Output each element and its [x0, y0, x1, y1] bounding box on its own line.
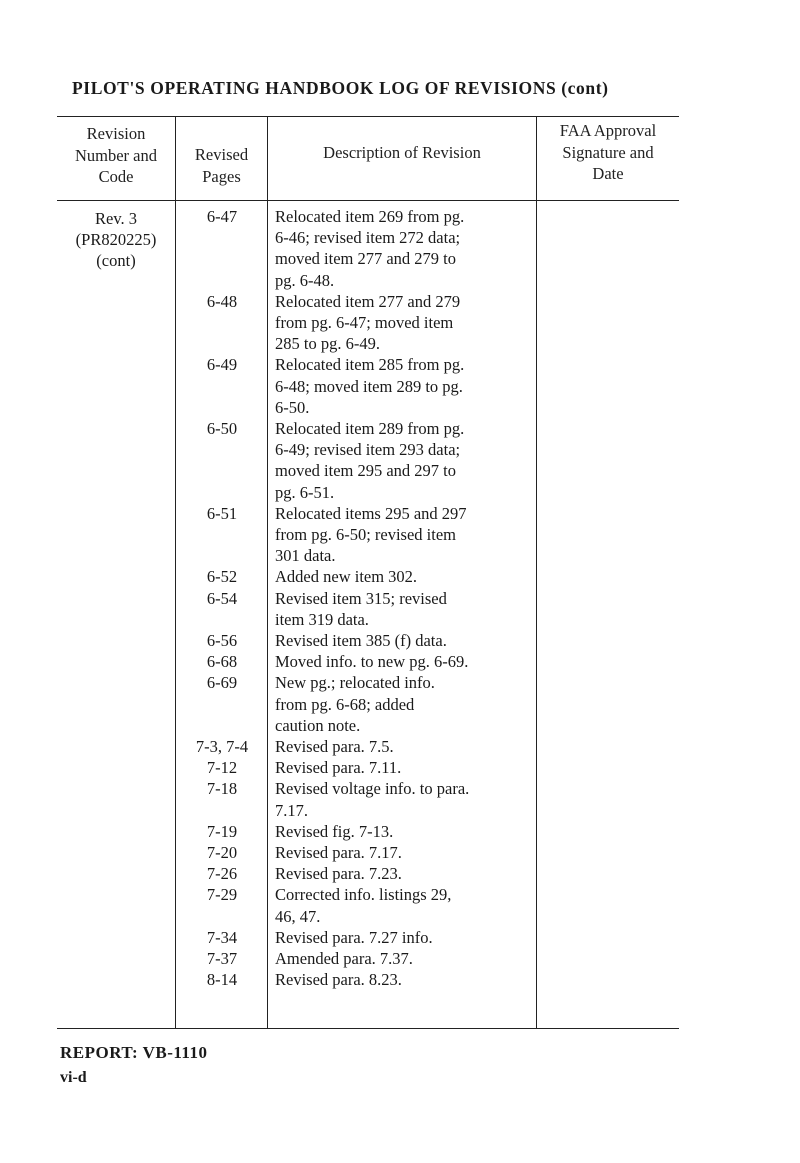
description-cell	[275, 503, 533, 567]
description-cell	[275, 651, 533, 672]
description-line: Revised para. 7.23.	[275, 864, 402, 884]
description-cell	[275, 821, 533, 842]
description-line: 6-46; revised item 272 data;	[275, 228, 461, 248]
description-cell	[275, 927, 533, 948]
revision-code: Rev. 3 (PR820225) (cont)	[75, 209, 157, 270]
description-cell	[275, 863, 533, 884]
header-description: Description of Revision	[323, 143, 481, 162]
description-line: Revised voltage info. to para.	[275, 779, 470, 799]
description-line: 6-48; moved item 289 to pg.	[275, 376, 463, 396]
description-line: Revised para. 7.27 info.	[275, 927, 433, 947]
description-line: Revised item 385 (f) data.	[275, 631, 447, 650]
description-cell	[275, 948, 533, 969]
revised-pages-cell: 6-47	[206, 207, 238, 226]
revised-pages-cell: 7-12	[206, 758, 238, 778]
report-number: REPORT: VB-1110	[60, 1043, 208, 1062]
description-line: Revised para. 8.23.	[275, 970, 402, 990]
revised-pages-cell: 6-52	[206, 567, 238, 587]
revised-pages-cell: 6-49	[206, 355, 238, 375]
description-line: moved item 295 and 297 to	[275, 461, 457, 481]
description-cell	[275, 630, 533, 651]
description-line: Revised para. 7.17.	[275, 843, 402, 862]
revised-pages-cell: 7-26	[206, 864, 238, 884]
revised-pages-cell: 6-68	[206, 652, 238, 672]
description-cell	[275, 588, 533, 630]
description-cell	[275, 672, 533, 736]
header-revision-number: Revision Number and Code	[74, 124, 158, 186]
description-line: item 319 data.	[275, 609, 369, 629]
page-number: vi-d	[60, 1069, 87, 1086]
revised-pages-cell: 6-69	[206, 673, 238, 693]
revised-pages-cell: 7-19	[206, 821, 238, 841]
description-line: 7.17.	[275, 800, 308, 820]
description-line: 301 data.	[275, 546, 336, 566]
table-header-rule	[57, 200, 679, 201]
description-cell	[275, 884, 533, 926]
description-line: from pg. 6-47; moved item	[275, 313, 454, 332]
description-line: Relocated items 295 and 297	[275, 503, 467, 523]
description-line: 6-49; revised item 293 data;	[275, 440, 461, 460]
revised-pages-cell: 7-34	[206, 927, 238, 947]
description-cell	[275, 969, 533, 990]
description-line: Relocated item 285 from pg.	[275, 355, 465, 375]
revised-pages-cell: 6-50	[206, 419, 238, 438]
revised-pages-cell: 6-54	[206, 588, 238, 608]
description-line: from pg. 6-68; added	[275, 694, 415, 714]
description-line: Corrected info. listings 29,	[275, 885, 452, 905]
description-cell	[275, 418, 533, 503]
description-line: moved item 277 and 279 to	[275, 249, 457, 269]
description-line: Added new item 302.	[275, 567, 418, 587]
description-line: Moved info. to new pg. 6-69.	[275, 652, 469, 672]
revised-pages-cell: 6-51	[206, 503, 238, 523]
revised-pages-cell: 7-18	[206, 779, 238, 799]
table-bottom-rule	[57, 1028, 679, 1029]
description-line: pg. 6-48.	[275, 270, 335, 290]
description-line: 6-50.	[275, 397, 310, 417]
description-line: 46, 47.	[275, 906, 321, 926]
description-cell	[275, 206, 533, 291]
description-line: caution note.	[275, 715, 361, 735]
description-cell	[275, 757, 533, 778]
description-line: Relocated item 277 and 279	[275, 291, 461, 311]
description-cell	[275, 354, 533, 418]
revised-pages-cell: 7-29	[206, 885, 238, 905]
table-top-rule	[57, 116, 679, 117]
description-line: Relocated item 289 from pg.	[275, 419, 465, 438]
revised-pages-cell: 6-48	[206, 291, 238, 311]
revised-pages-cell: 7-3, 7-4	[195, 737, 249, 756]
description-line: Relocated item 269 from pg.	[275, 207, 465, 226]
revised-pages-cell: 7-37	[206, 949, 238, 968]
description-cell	[275, 842, 533, 863]
description-cell	[275, 566, 533, 587]
description-cell	[275, 736, 533, 757]
description-line: from pg. 6-50; revised item	[275, 525, 457, 544]
revised-pages-cell: 7-20	[206, 843, 238, 862]
description-line: Revised para. 7.5.	[275, 737, 394, 756]
description-line: Revised fig. 7-13.	[275, 821, 394, 841]
description-cell	[275, 778, 533, 820]
header-faa-approval: FAA Approval Signature and Date	[559, 121, 657, 183]
description-cell	[275, 291, 533, 355]
revised-pages-cell: 8-14	[206, 970, 238, 990]
description-line: pg. 6-51.	[275, 482, 335, 502]
header-revised-pages: Revised Pages	[194, 145, 249, 186]
description-line: Amended para. 7.37.	[275, 949, 413, 968]
description-line: 285 to pg. 6-49.	[275, 334, 380, 354]
page-title: PILOT'S OPERATING HANDBOOK LOG OF REVISIONS (cont)	[72, 78, 609, 98]
description-line: Revised item 315; revised	[275, 588, 447, 608]
revised-pages-cell: 6-56	[206, 631, 238, 650]
column-divider-3	[536, 116, 537, 1029]
description-line: Revised para. 7.11.	[275, 758, 402, 778]
description-line: New pg.; relocated info.	[275, 673, 435, 693]
